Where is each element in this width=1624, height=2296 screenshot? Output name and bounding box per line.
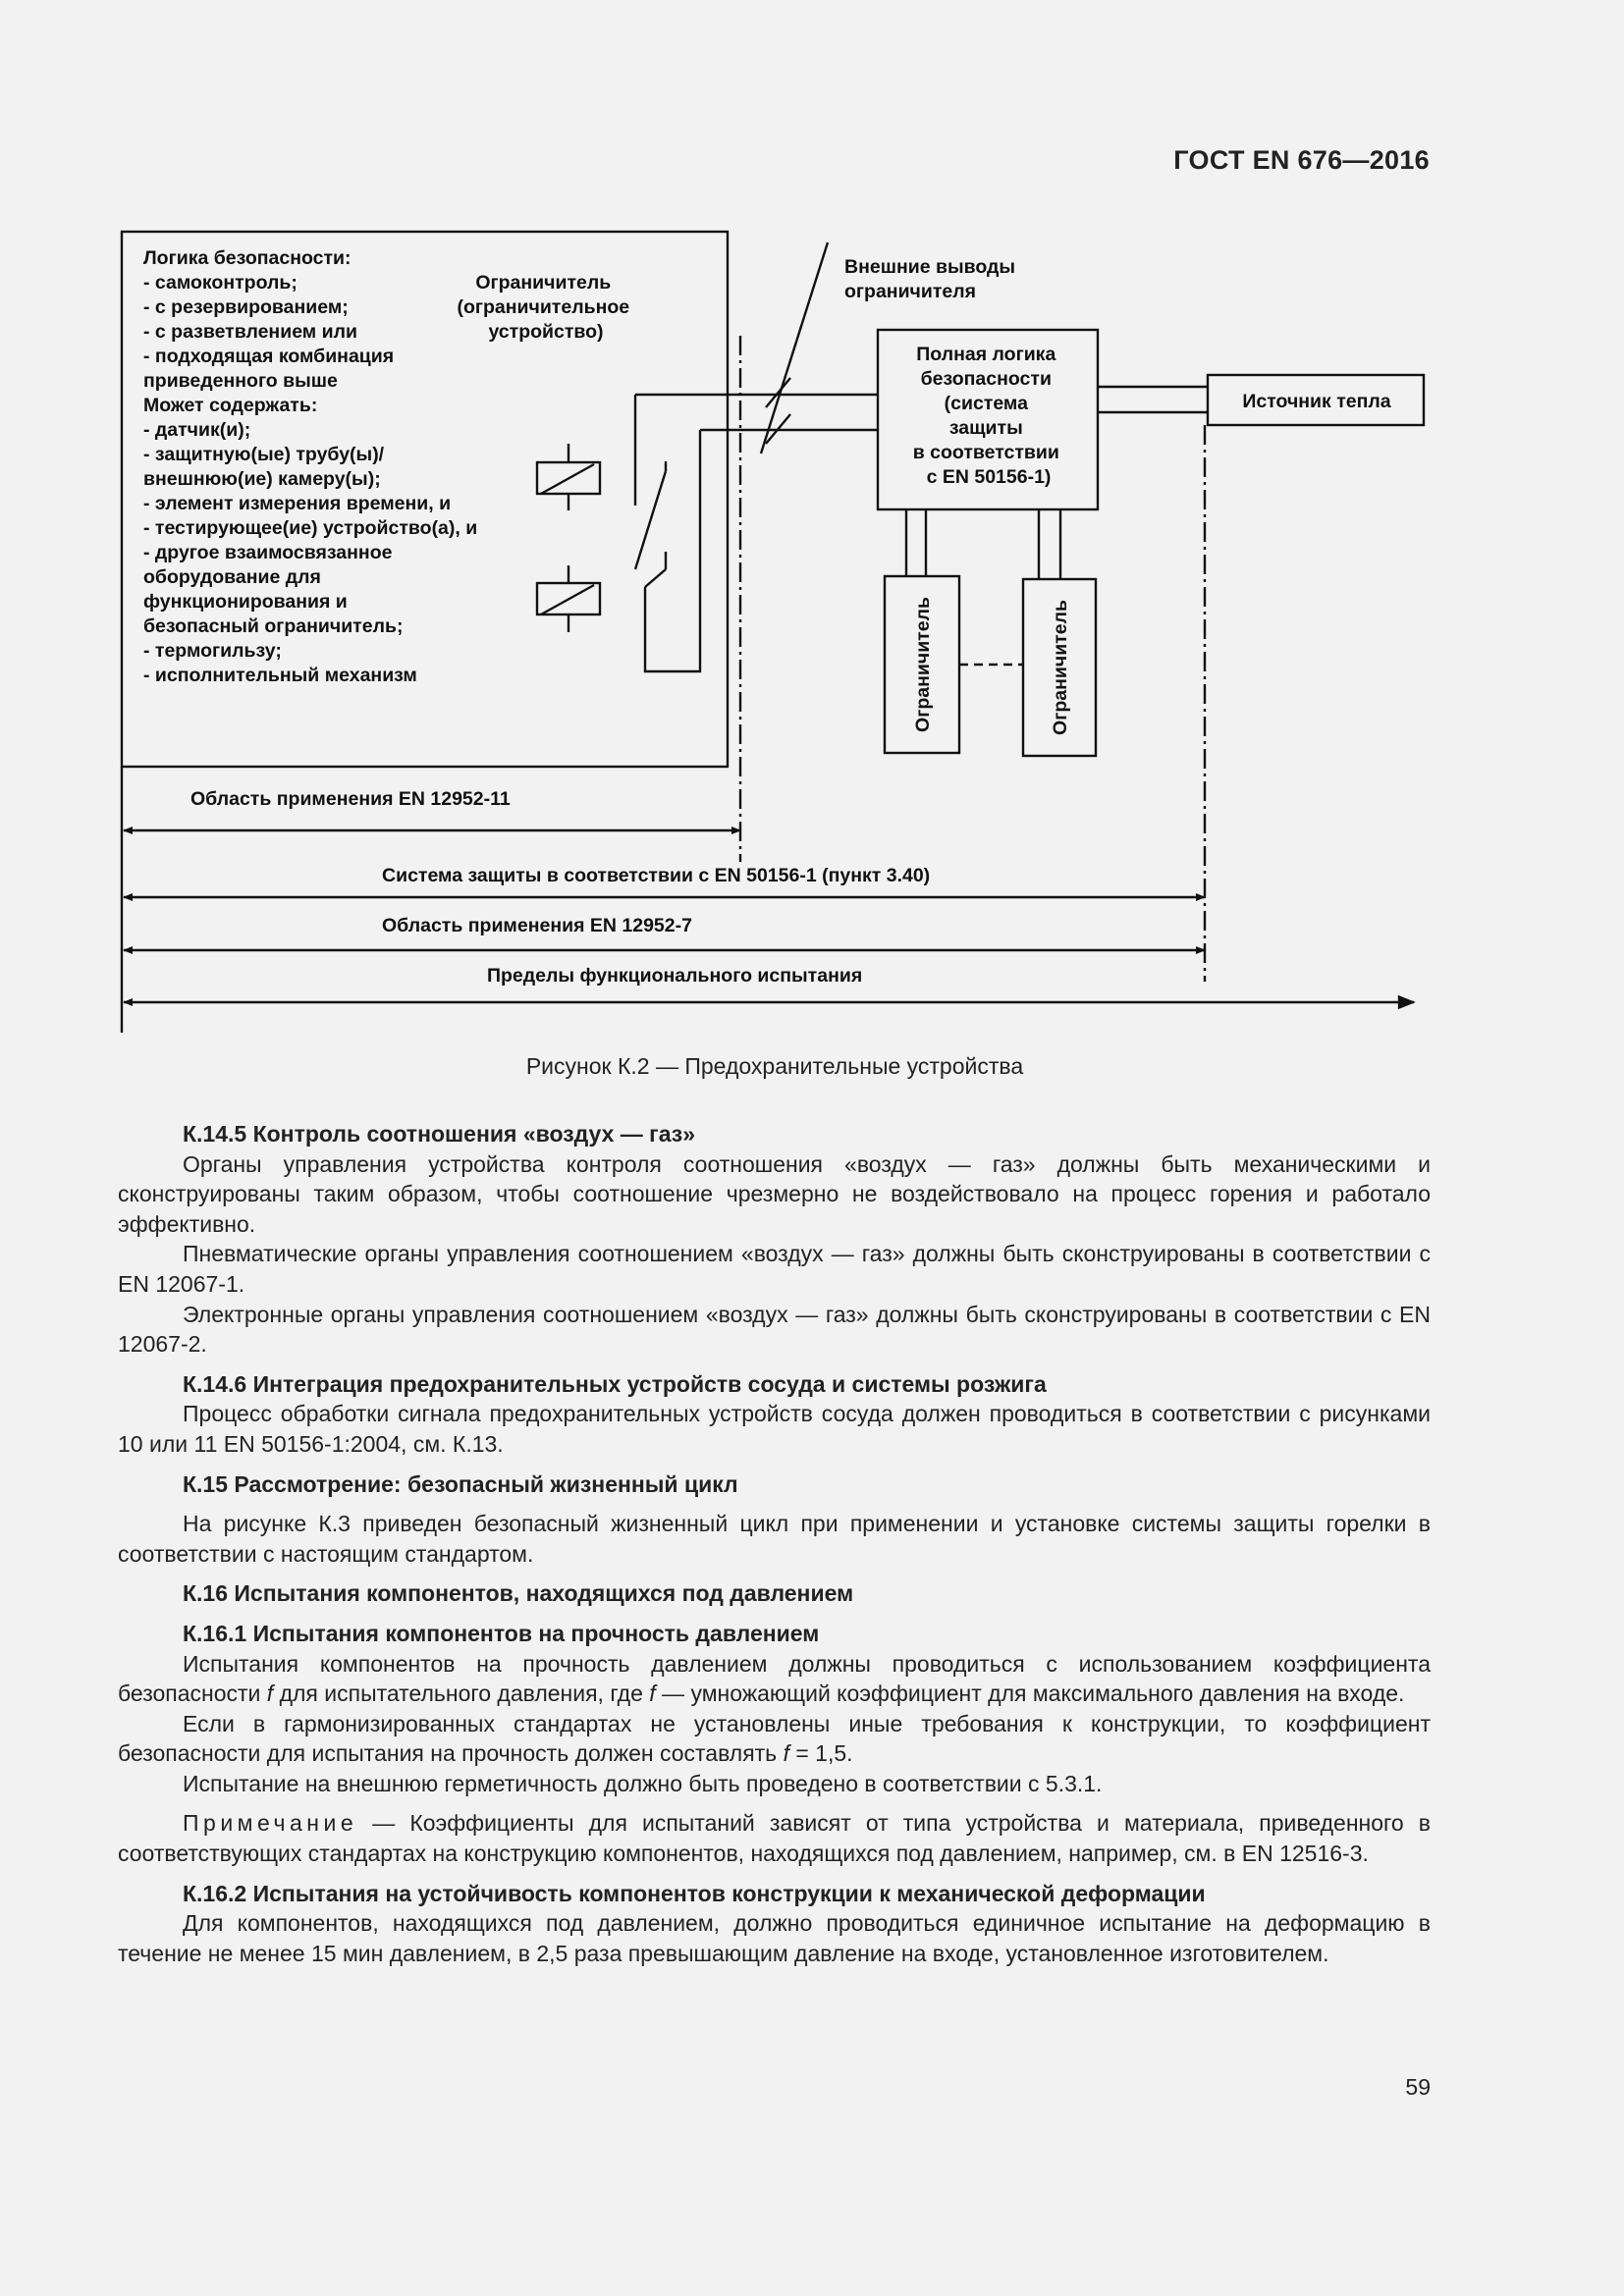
external-outputs-line [761, 242, 828, 454]
section-k-15-title: К.15 Рассмотрение: безопасный жизненный цикл [183, 1470, 738, 1497]
range-label-4: Пределы функционального испытания [487, 965, 863, 987]
paragraph: Для компонентов, находящихся под давлением, должно проводиться единичное испытание на деформацию в течение не менее 15 мин давлением, в 2,5 раза превышающим давление на входе, установленное изготовителем. [118, 1910, 1431, 1966]
paragraph: Процесс обработки сигнала предохранительных устройств сосуда должен проводиться в соответствии с рисунками 10 или 11 EN 50156-1:2004, см. К.13. [118, 1401, 1431, 1457]
limiter-vertical-label-2: Ограничитель [1050, 600, 1071, 735]
body-text [118, 1119, 1431, 1968]
range-label-2: Система защиты в соответствии с EN 50156-1 (пункт 3.40) [382, 865, 931, 886]
limiter-vertical-label-1: Ограничитель [912, 597, 934, 732]
safety-logic-text: Логика безопасности: - самоконтроль; - с резервированием; - с разветвлением или - подходящая комбинация приведенного выше Может содержать: - датчик(и); - защитную(ые) трубу(ы)/ внешнюю(ие) камеру(ы); - элемент измерения времени, и - тестирующее(ие) устройство(а), и - другое взаимосвязанное оборудование для функционирования и безопасный ограничитель; - термогильзу; - исполнительный механизм [143, 247, 478, 686]
paragraph: Электронные органы управления соотношением «воздух — газ» должны быть сконструированы в соответствии с EN 12067-2. [118, 1301, 1431, 1358]
range-label-3: Область применения EN 12952-7 [382, 915, 692, 936]
range-label-1: Область применения EN 12952-11 [190, 788, 511, 810]
figure-caption: Рисунок К.2 — Предохранительные устройства [525, 1053, 1024, 1079]
section-k-14-5-title: К.14.5 Контроль соотношения «воздух — газ» [183, 1121, 696, 1147]
note-label: Примечание [183, 1810, 358, 1837]
page-number: 59 [1405, 2074, 1431, 2100]
paragraph: На рисунке К.3 приведен безопасный жизненный цикл при применении и установке системы защиты горелки в соответствии с настоящим стандартом. [118, 1511, 1431, 1567]
paragraph: Если в гармонизированных стандартах не установлены иные требования к конструкции, то коэффициент безопасности для испытания на прочность должен составлять f = 1,5. [118, 1710, 1431, 1767]
limiter-label: Ограничитель (ограничительное устройство) [457, 272, 630, 343]
section-k-16-2-title: К.16.2 Испытания на устойчивость компонентов конструкции к механической деформации [183, 1880, 1206, 1906]
section-k-16-title: К.16 Испытания компонентов, находящихся под давлением [183, 1580, 854, 1607]
paragraph: Органы управления устройства контроля соотношения «воздух — газ» должны быть механическими и сконструированы таким образом, чтобы соотношение чрезмерно не воздействовало на процесс горения и работало эффективно. [118, 1150, 1431, 1237]
heat-source-label: Источник тепла [1242, 391, 1391, 412]
safety-devices-diagram [0, 0, 1624, 1050]
paragraph: Испытание на внешнюю герметичность должно быть проведено в соответствии с 5.3.1. [183, 1770, 1103, 1796]
full-logic-label: Полная логика безопасности (система защиты в соответствии с EN 50156-1) [912, 344, 1059, 488]
note: Примечание — Коэффициенты для испытаний зависят от типа устройства и материала, приведенного в соответствующих стандартах на конструкцию компонентов, находящихся под давлением, например, см. в EN 12516-3. [118, 1810, 1431, 1867]
section-k-16-1-title: К.16.1 Испытания компонентов на прочность давлением [183, 1620, 820, 1646]
paragraph: Испытания компонентов на прочность давлением должны проводиться с использованием коэффициента безопасности f для испытательного давления, где f — умножающий коэффициент для максимального давления на входе. [118, 1650, 1431, 1707]
document-header: ГОСТ EN 676—2016 [1173, 145, 1430, 175]
external-outputs-label: Внешние выводы ограничителя [844, 256, 1016, 302]
paragraph: Пневматические органы управления соотношением «воздух — газ» должны быть сконструированы в соответствии с EN 12067-1. [118, 1241, 1431, 1297]
section-k-14-6-title: К.14.6 Интеграция предохранительных устройств сосуда и системы розжига [183, 1370, 1047, 1397]
